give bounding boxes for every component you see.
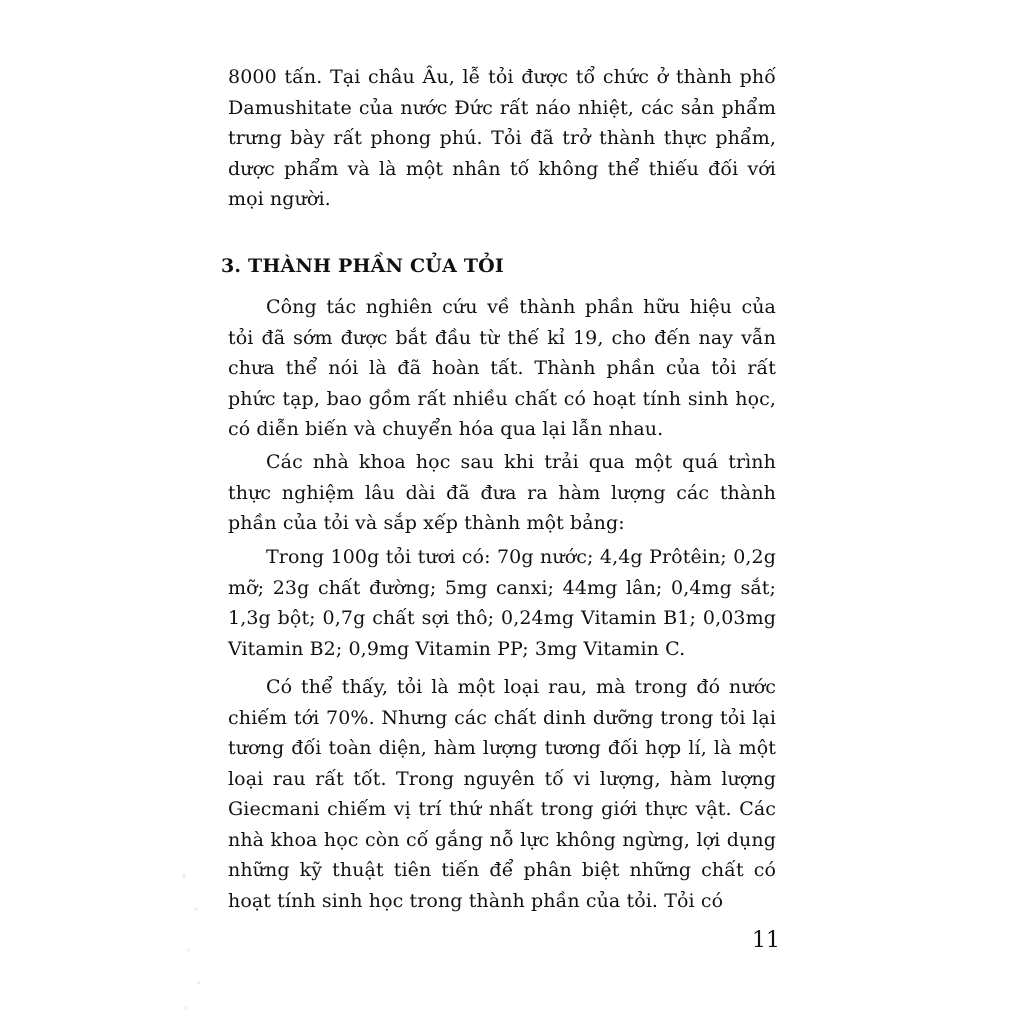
page-number: 11 [752,928,780,953]
paragraph-2-block [228,447,776,539]
continuation-paragraph: 8000 tấn. Tại châu Âu, lễ tỏi được tổ chức ở thành phố Damushitate của nước Đức rất náo nhiệt, các sản phẩm trưng bày rất phong phú. Tỏi đã trở thành thực phẩm, dược phẩm và là một nhân tố không thể thiếu đối với mọi người. [228,66,776,210]
scan-speckle-artifact [178,860,208,1024]
continuation-paragraph-block [228,62,776,215]
section-heading: 3. THÀNH PHẦN CỦA TỎI [221,255,505,277]
paragraph-3-block [228,542,776,664]
paragraph-1-block [228,292,776,445]
paragraph-4-block [228,672,776,916]
paragraph-4: Có thể thấy, tỏi là một loại rau, mà trong đó nước chiếm tới 70%. Nhưng các chất dinh dưỡng trong tỏi lại tương đối toàn diện, hàm lượng tương đối hợp lí, là một loại rau rất tốt. Trong nguyên tố vi lượng, hàm lượng Giecmani chiếm vị trí thứ nhất trong giới thực vật. Các nhà khoa học còn cố gắng nỗ lực không ngừng, lợi dụng những kỹ thuật tiên tiến để phân biệt những chất có hoạt tính sinh học trong thành phần của tỏi. Tỏi có [228,676,776,912]
paragraph-2: Các nhà khoa học sau khi trải qua một quá trình thực nghiệm lâu dài đã đưa ra hàm lượng các thành phần của tỏi và sắp xếp thành một bảng: [228,451,776,534]
paragraph-1: Công tác nghiên cứu về thành phần hữu hiệu của tỏi đã sớm được bắt đầu từ thế kỉ 19, cho đến nay vẫn chưa thể nói là đã hoàn tất. Thành phần của tỏi rất phức tạp, bao gồm rất nhiều chất có hoạt tính sinh học, có diễn biến và chuyển hóa qua lại lẫn nhau. [228,296,776,440]
paragraph-3-nutrition: Trong 100g tỏi tươi có: 70g nước; 4,4g Prôtêin; 0,2g mỡ; 23g chất đường; 5mg canxi; 44mg lân; 0,4mg sắt; 1,3g bột; 0,7g chất sợi thô; 0,24mg Vitamin B1; 0,03mg Vitamin B2; 0,9mg Vitamin PP; 3mg Vitamin C. [228,546,776,660]
